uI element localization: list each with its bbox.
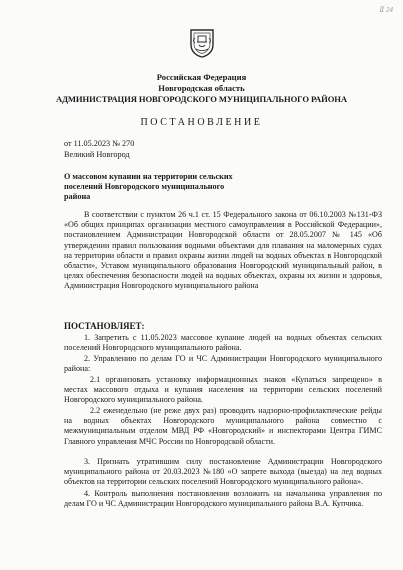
header-administration: АДМИНИСТРАЦИЯ НОВГОРОДСКОГО МУНИЦИПАЛЬНОГО РАЙОНА	[55, 94, 347, 104]
item-3-paragraph: 3. Признать утратившим силу постановление Администрации Новгородского муниципального района от 20.03.2023 №180 «О запрете выхода (выезда) на лед водных объектов на территории сельских поселений Новгородского муниципального района».	[64, 457, 382, 487]
item-2-1-paragraph: 2.1 организовать установку информационных знаков «Купаться запрещено» в местах массового отдыха и купания населения на территории сельских поселений Новгородского муниципального района.	[64, 375, 382, 405]
handwritten-page-mark: Ⅱ 24	[379, 6, 393, 14]
coat-of-arms-emblem	[189, 28, 215, 58]
document-type-title: ПОСТАНОВЛЕНИЕ	[140, 117, 263, 128]
item-4-paragraph: 4. Контроль выполнения постановления возложить на начальника управления по делам ГО и ЧС Администрации Новгородского муниципального района В.А. Купчика.	[64, 489, 382, 509]
resolves-heading: ПОСТАНОВЛЯЕТ:	[64, 321, 145, 331]
header-country: Российская Федерация	[156, 72, 247, 82]
document-place: Великий Новгород	[64, 150, 130, 159]
item-2-paragraph: 2. Управлению по делам ГО и ЧС Администрации Новгородского муниципального района:	[64, 354, 382, 374]
preamble-paragraph: В соответствии с пунктом 26 ч.1 ст. 15 Федерального закона от 06.10.2003 №131-ФЗ «Об общих принципах организации местного самоуправления в Российской Федерации», постановлением Администрации Новгородской области от 28.05.2007 № 145 «Об утверждении правил пользования водными объектами для плавания на маломерных судах на территории области и правил охраны жизни людей на водных объектах в Новгородской области», Уставом муниципального образования Новгородский муниципальный район, в целях обеспечения безопасности людей на водных объектах, охраны их жизни и здоровья, Администрация Новгородского муниципального района	[64, 210, 382, 291]
item-1-paragraph: 1. Запретить с 11.05.2023 массовое купание людей на водных объектах сельских поселений Новгородского муниципального района.	[64, 333, 382, 353]
item-2-2-paragraph: 2.2 еженедельно (не реже двух раз) проводить надзорно-профилактические рейды на водных объектах Новгородского муниципального района совместно с межмуниципальным отделом МВД РФ «Новгородский» и инспекторами Центра ГИМС Главного управления МЧС России по Новгородской области.	[64, 406, 382, 446]
document-date-number: от 11.05.2023 № 270	[64, 139, 135, 148]
document-subject: О массовом купании на территории сельских поселений Новгородского муниципального района	[64, 172, 233, 201]
header-region: Новгородская область	[158, 83, 245, 93]
